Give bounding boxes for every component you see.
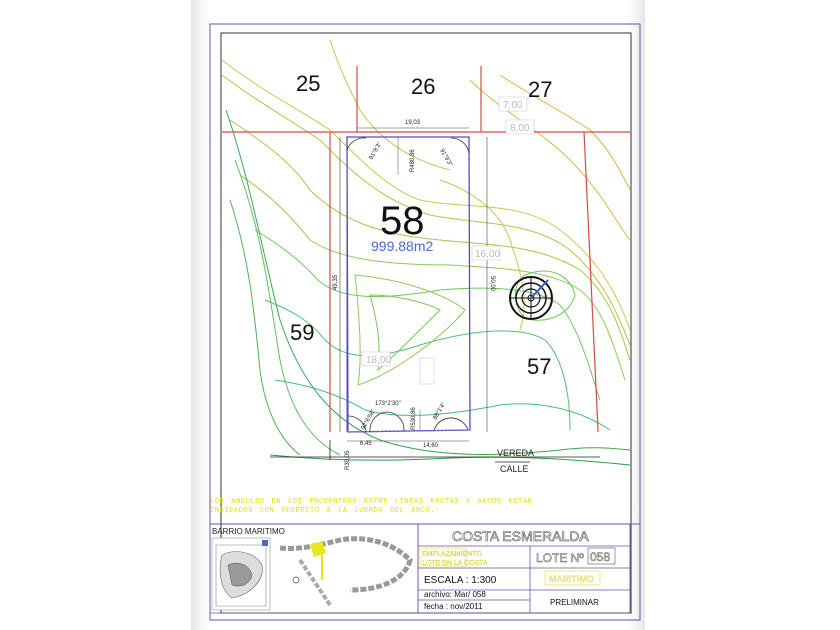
dim-bottom-right-angle: 88°1'4" [432,401,448,421]
dim-top-radius: R480,86 [410,149,416,172]
lote-label: LOTE Nº [536,551,584,565]
dim-bottom-mid-angle: 173°2'30" [375,401,401,407]
street-calle: CALLE [500,464,529,474]
subtitle-2: LOTE EN LA COSTA [422,560,488,567]
dim-top-right-angle: 91°9'3" [438,148,453,168]
inner-frame [221,33,631,613]
lot-27-label: 27 [528,77,553,102]
estado: PRELIMINAR [550,598,599,607]
contour-label-16: 16,00 [475,249,501,260]
project-title: COSTA ESMERALDA [452,528,589,544]
angle-note-text: LOS ANGULOS EN LOS ENCUENTROS ENTRE LINEAS RECTAS Y ARCOS ESTAN INDICADOS CON RESPECTO A LA CUERDA DEL ARCO.- [210,498,533,515]
dim-bottom-left-seg: 6,45 [360,441,372,447]
lot-59-label: 59 [290,320,315,345]
dim-corner-small: R30,05 [345,450,351,470]
lot-58-area: 999.88m2 [371,238,434,254]
archivo: archivo: Mar/ 058 [424,590,486,599]
street-vereda: VEREDA [497,448,535,458]
dim-left-side: 49,35 [333,274,339,290]
dim-right-side: 50,00 [489,276,495,292]
angle-note [210,498,570,522]
contour-label-18: 18,00 [366,355,392,366]
dim-top-width: 19,03 [405,120,421,126]
dim-top-left-angle: 91°8'3" [368,141,384,161]
sector: MARITIMO [549,574,594,584]
lote-number: 058 [590,550,611,564]
dim-bottom-radius: R530,86 [411,407,417,430]
lot-58-number: 58 [380,199,425,243]
title-block [210,524,640,613]
lot-25-label: 25 [296,71,321,96]
site-map-thumbnail [212,538,410,610]
lot-58-outline [340,128,487,441]
dim-bottom-right-seg: 14,60 [423,443,439,449]
contour-label-7: 7,00 [503,100,523,111]
fecha: fecha : nov/2011 [424,602,483,611]
contour-label-8: 8,00 [510,123,530,134]
barrio-label: BARRIO MARITIMO [212,527,285,536]
lot-57-label: 57 [527,354,552,379]
dim-bottom-left-angle: 92°6'58" [360,408,377,431]
escala: ESCALA : 1:300 [424,575,497,586]
lot-26-label: 26 [411,74,436,99]
tree-marker-icon [510,277,552,319]
subtitle-1: EMPLAZAMIENTO [422,551,482,558]
